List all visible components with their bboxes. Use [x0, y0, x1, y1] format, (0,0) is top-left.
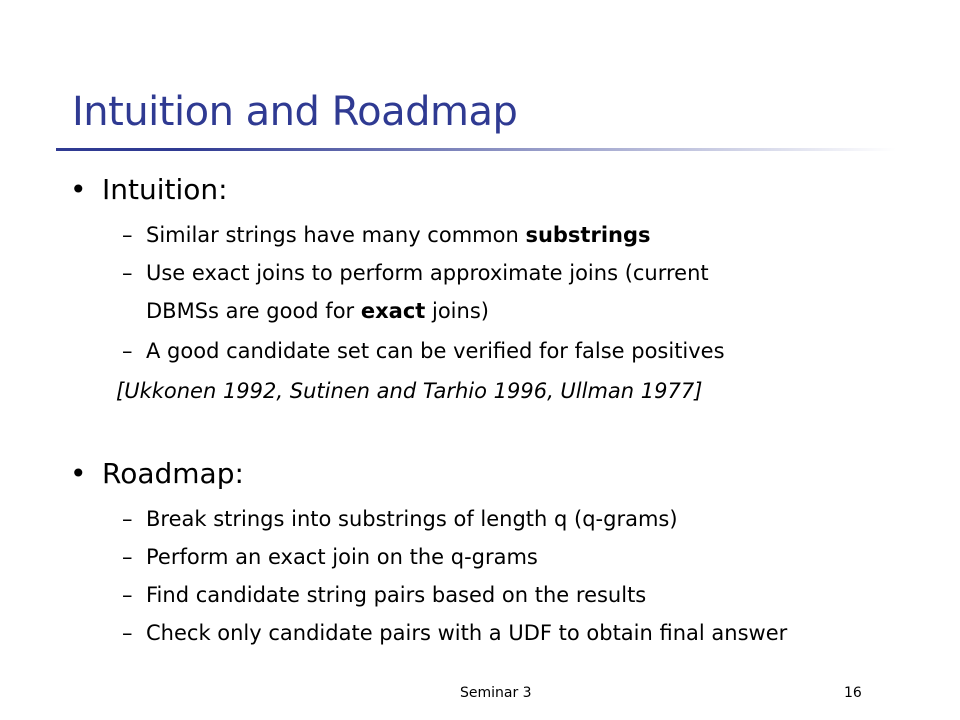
intuition-item-2-emphasis: exact: [360, 299, 426, 323]
roadmap-item-text: Find candidate string pairs based on the results: [146, 583, 647, 607]
intuition-item-3: [122, 336, 725, 366]
dash-icon: –: [122, 621, 133, 645]
roadmap-item: [122, 504, 678, 534]
footer-label: Seminar 3: [460, 685, 532, 701]
intuition-item-2-line-1: Use exact joins to perform approximate joins (current: [146, 261, 709, 285]
bullet-intuition: [70, 172, 228, 208]
roadmap-item: [122, 542, 538, 572]
intuition-item-2-line-2-after: joins): [425, 299, 489, 323]
roadmap-item-text: Check only candidate pairs with a UDF to obtain final answer: [146, 621, 788, 645]
intuition-item-2: [122, 258, 709, 288]
citation: [Ukkonen 1992, Sutinen and Tarhio 1996, Ullman 1977]: [116, 379, 703, 403]
roadmap-heading: Roadmap:: [102, 457, 244, 490]
bullet-roadmap: [70, 456, 244, 492]
roadmap-item-text: Perform an exact join on the q-grams: [146, 545, 538, 569]
roadmap-item: [122, 580, 646, 610]
title-underline: [56, 148, 896, 151]
intuition-item-1-text: Similar strings have many common: [146, 223, 526, 247]
roadmap-item: [122, 618, 787, 648]
dash-icon: –: [122, 583, 133, 607]
dash-icon: –: [122, 507, 133, 531]
slide-title: Intuition and Roadmap: [72, 89, 518, 135]
bullet-dot-icon: •: [70, 173, 87, 206]
intuition-item-2-line-2-before: DBMSs are good for: [146, 299, 361, 323]
dash-icon: –: [122, 223, 133, 247]
bullet-dot-icon: •: [70, 457, 87, 490]
page-number: 16: [844, 685, 862, 701]
dash-icon: –: [122, 339, 133, 363]
intuition-item-2-continuation: [146, 296, 489, 326]
dash-icon: –: [122, 261, 133, 285]
intuition-item-1-emphasis: substrings: [525, 223, 651, 247]
intuition-item-1: [122, 220, 651, 250]
roadmap-item-text: Break strings into substrings of length q (q-grams): [146, 507, 678, 531]
intuition-item-3-text: A good candidate set can be verified for false positives: [146, 339, 725, 363]
intuition-heading: Intuition:: [102, 173, 228, 206]
dash-icon: –: [122, 545, 133, 569]
